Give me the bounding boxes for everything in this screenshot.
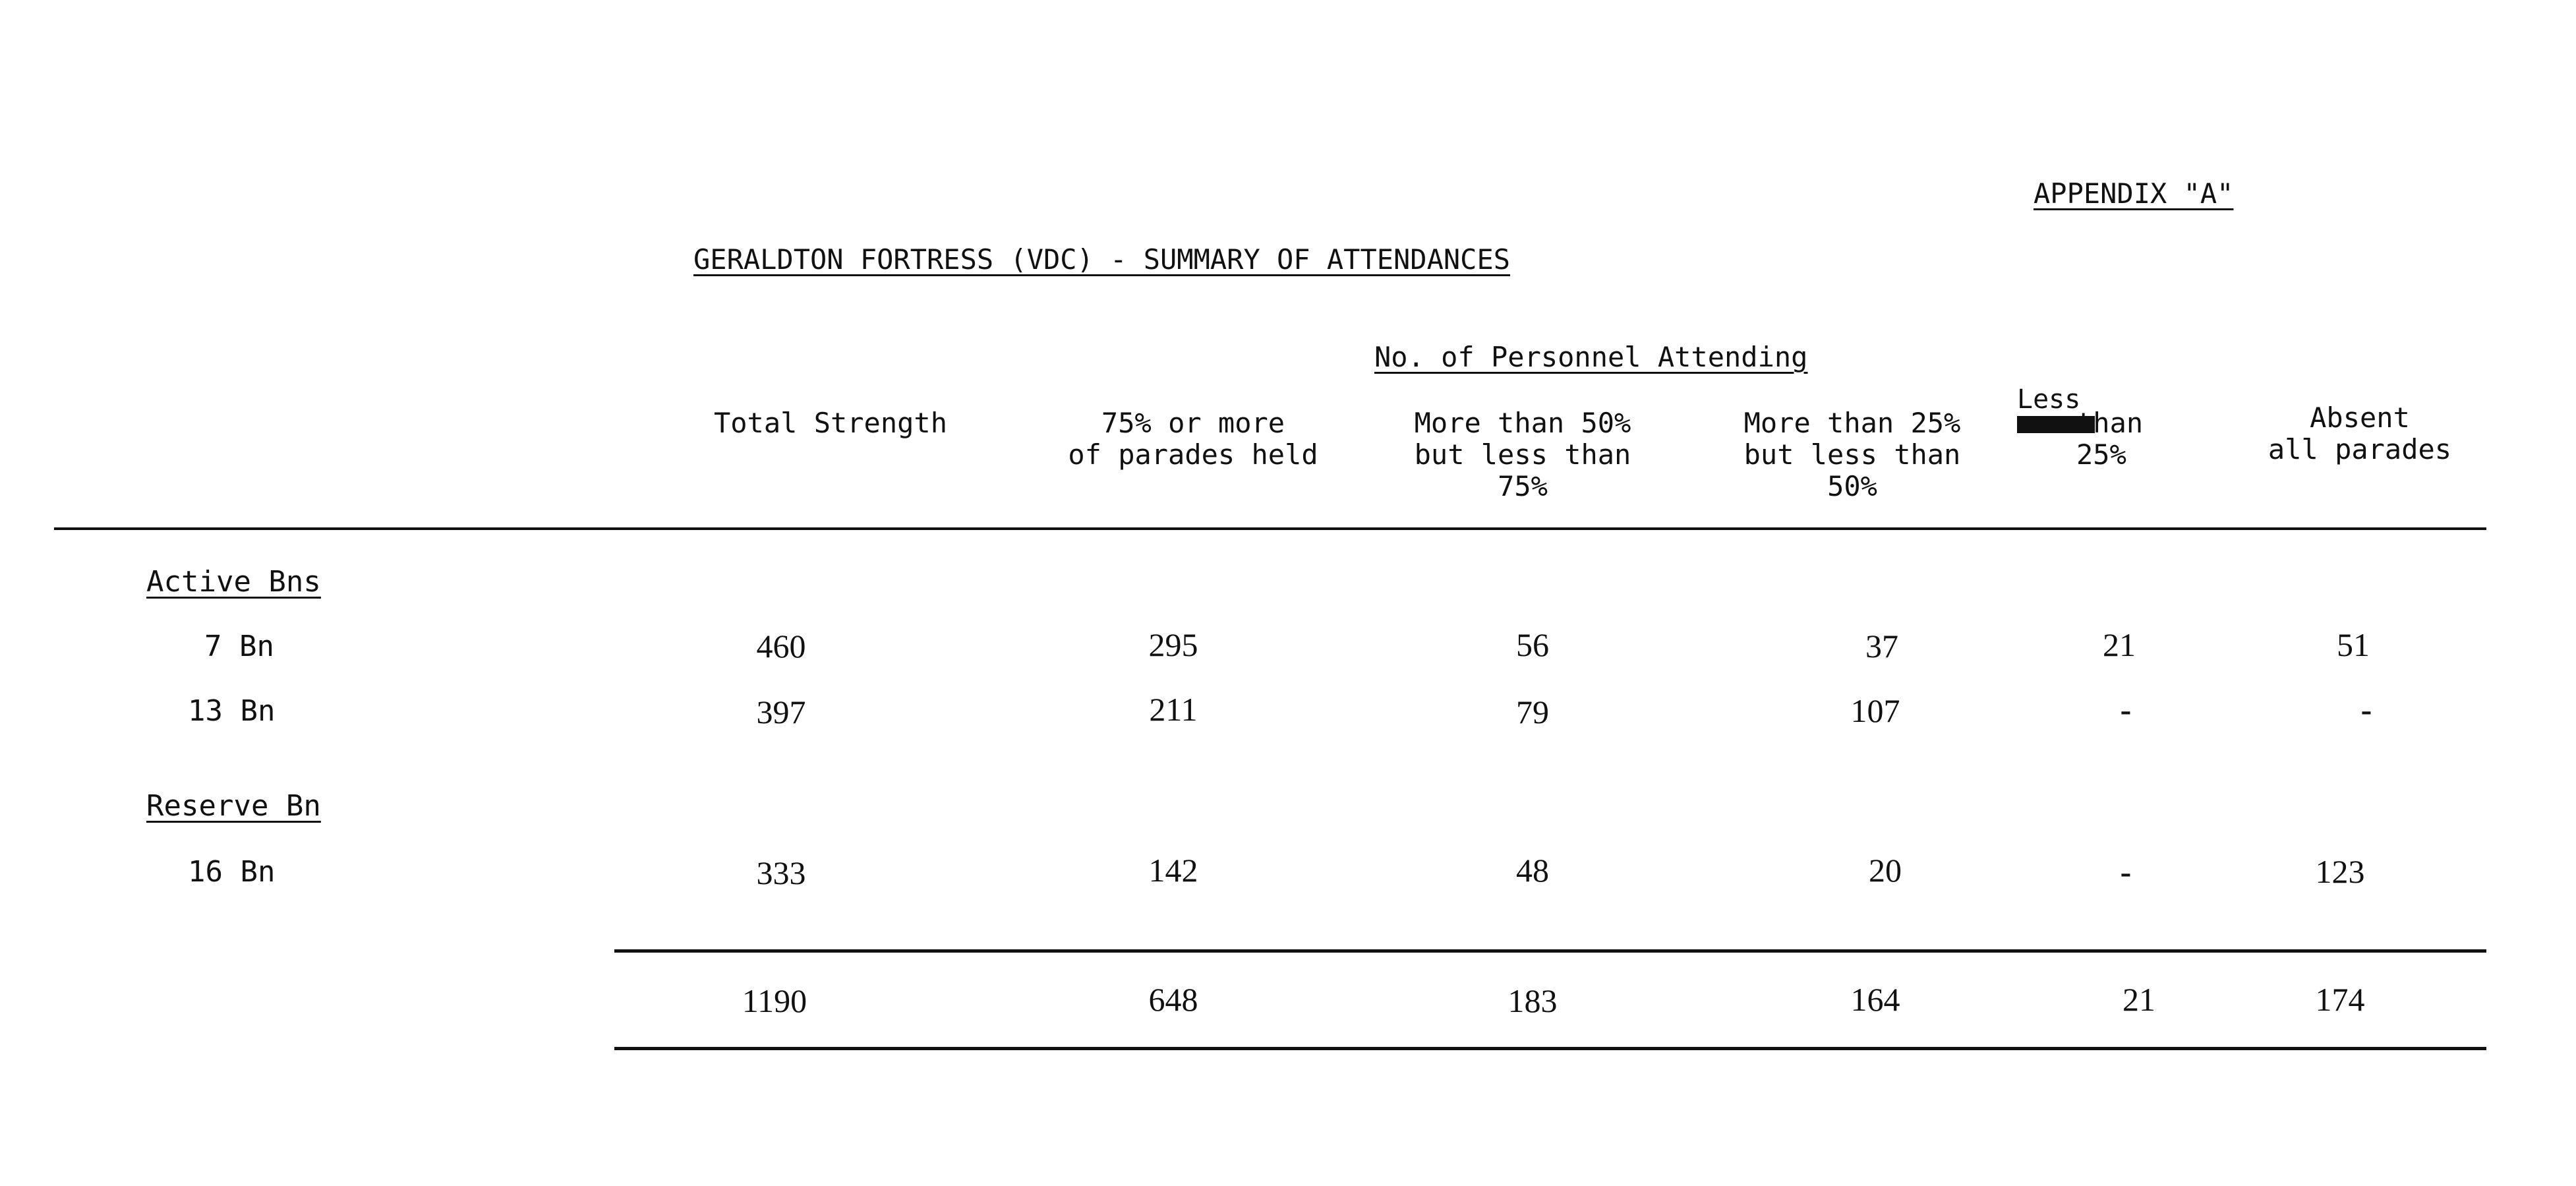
section-active-bns: Active Bns [146,565,321,599]
cell-13bn-50: 79 [1516,694,1549,730]
cell-7bn-less: 21 [2103,626,2136,663]
row-label-7-bn: 7 Bn [204,630,274,663]
group-header: No. of Personnel Attending [1374,341,1808,373]
section-reserve-bn: Reserve Bn [146,789,321,823]
total-strength-sum: 1190 [742,982,807,1019]
col-header-absent: Absent all parades [2268,401,2452,465]
row-label-16-bn: 16 Bn [188,855,276,889]
appendix-label: APPENDIX "A" [2034,177,2234,210]
total-50-sum: 183 [1508,982,1558,1019]
total-absent-sum: 174 [2315,981,2365,1018]
cell-7bn-25: 37 [1865,628,1898,665]
cell-13bn-25: 107 [1850,692,1900,729]
col-header-less-than-25: than 25% [2076,407,2144,471]
cell-16bn-50: 48 [1516,852,1549,889]
col-header-25-to-50: More than 25% but less than 50% [1743,407,1961,502]
col-header-less-top: Less [2017,384,2081,415]
cell-7bn-75: 295 [1148,626,1198,663]
totals-bottom-rule [614,1047,2486,1050]
cell-16bn-25: 20 [1869,852,1902,889]
cell-7bn-50: 56 [1516,626,1549,663]
header-rule [54,527,2486,530]
cell-16bn-75: 142 [1148,852,1198,889]
cell-16bn-total: 333 [756,854,806,891]
cell-13bn-75: 211 [1149,691,1198,728]
total-25-sum: 164 [1850,981,1900,1018]
page-title: GERALDTON FORTRESS (VDC) - SUMMARY OF ATTENDANCES [693,243,1511,276]
total-less-sum: 21 [2122,981,2155,1018]
totals-top-rule [614,949,2486,953]
total-75-sum: 648 [1148,981,1198,1018]
cell-16bn-absent: 123 [2315,853,2365,890]
col-header-75-or-more: 75% or more of parades held [1068,407,1318,471]
cell-13bn-less: - [2120,691,2132,728]
cell-7bn-total: 460 [756,628,806,665]
col-header-total-strength: Total Strength [713,407,947,439]
cell-13bn-total: 397 [756,694,806,730]
cell-13bn-absent: - [2360,691,2372,728]
row-label-13-bn: 13 Bn [188,694,276,728]
cell-16bn-less: - [2120,853,2132,890]
col-header-50-to-75: More than 50% but less than 75% [1414,407,1631,502]
cell-7bn-absent: 51 [2337,626,2370,663]
